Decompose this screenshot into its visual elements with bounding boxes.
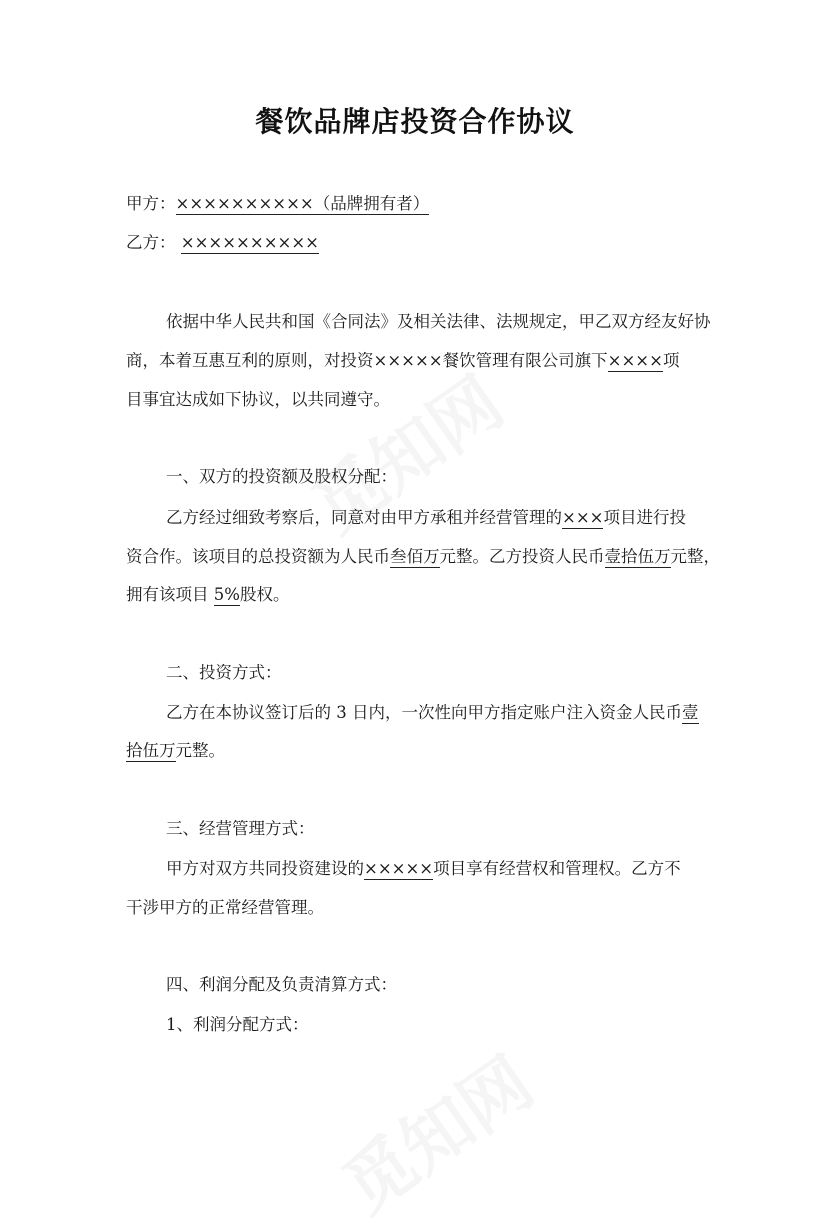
subsection-heading: 1、利润分配方式： — [166, 1015, 309, 1034]
party-a-value: ××××××××××（品牌拥有者） — [175, 194, 430, 213]
watermark — [320, 1029, 550, 1232]
total-amount: 叁佰万 — [390, 547, 440, 566]
section-text: 乙方经过细致考察后，同意对由甲方承租并经营管理的 — [166, 508, 562, 527]
party-b-label: 乙方： — [126, 233, 176, 252]
section-text: 元整。乙方投资人民币 — [439, 547, 605, 566]
section-line — [166, 703, 699, 723]
intro-text: 商，本着互惠互利的原则，对投资×××××餐饮管理有限公司旗下 — [126, 351, 608, 370]
investment-amount: 拾伍万 — [126, 741, 176, 760]
section-text: 拥有该项目 — [126, 585, 214, 604]
section-text: 甲方对双方共同投资建设的 — [166, 859, 364, 878]
section-heading: 二、投资方式： — [166, 663, 282, 682]
project-placeholder: ××××× — [364, 859, 434, 878]
section-line — [126, 547, 720, 567]
party-b-line — [126, 233, 319, 253]
party-a-label: 甲方： — [126, 194, 176, 213]
intro-text: 项 — [662, 351, 680, 370]
party-b-value: ×××××××××× — [180, 233, 320, 252]
intro-line: 目事宜达成如下协议，以共同遵守。 — [126, 390, 390, 409]
intro-line: 依据中华人民共和国《合同法》及相关法律、法规规定，甲乙双方经友好协 — [166, 312, 711, 331]
equity-percent: 5% — [213, 585, 240, 604]
section-text: 乙方在本协议签订后的 3 日内，一次性向甲方指定账户注入资金人民币 — [166, 703, 682, 722]
intro-line — [126, 351, 679, 371]
section-text: 项目享有经营权和管理权。乙方不 — [433, 859, 681, 878]
project-placeholder: ×××× — [607, 351, 663, 370]
investment-amount: 壹拾伍万 — [604, 547, 671, 566]
section-text: 元整。 — [175, 741, 225, 760]
section-line — [126, 585, 289, 605]
document-title: 餐饮品牌店投资合作协议 — [255, 105, 575, 138]
section-text: 资合作。该项目的总投资额为人民币 — [126, 547, 390, 566]
section-text: 项目进行投 — [603, 508, 686, 527]
section-heading: 一、双方的投资额及股权分配： — [166, 467, 397, 486]
section-line — [166, 859, 681, 879]
section-heading: 四、利润分配及负责清算方式： — [166, 975, 397, 994]
party-a-line — [126, 194, 429, 214]
section-heading: 三、经营管理方式： — [166, 819, 315, 838]
section-line — [126, 741, 225, 761]
investment-amount: 壹 — [682, 703, 699, 722]
project-placeholder: ××× — [562, 508, 604, 527]
section-line — [166, 508, 686, 528]
section-text: 元整， — [670, 547, 720, 566]
section-text: 股权。 — [239, 585, 290, 604]
section-line: 干涉甲方的正常经营管理。 — [126, 898, 324, 917]
